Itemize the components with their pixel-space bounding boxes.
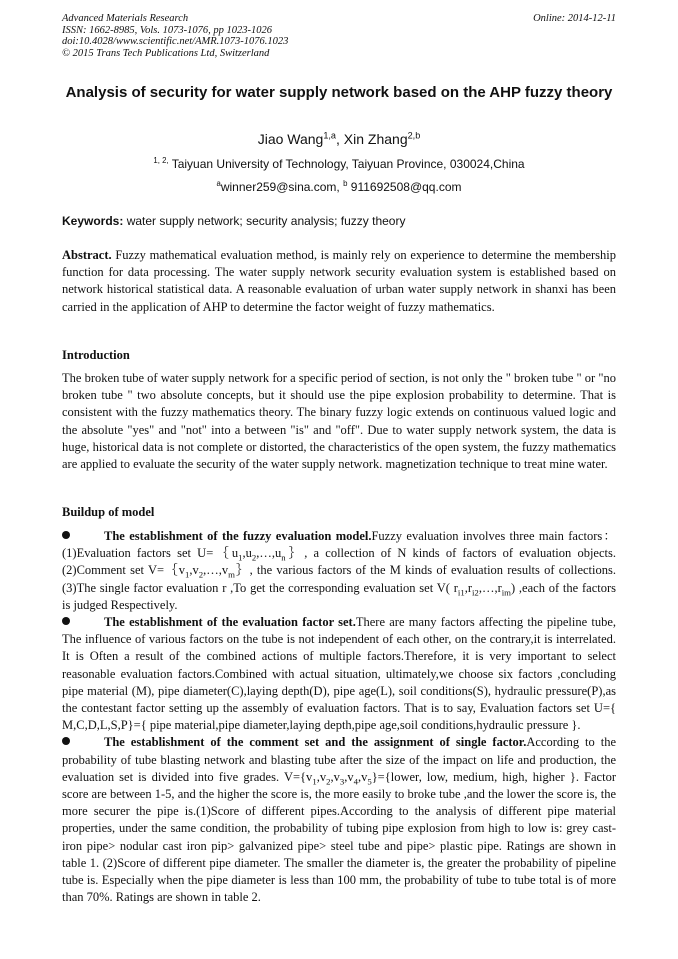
item-text: ) ,each of the factors is judged Respectively.	[62, 580, 616, 612]
author-separator: ,	[336, 131, 344, 147]
subscript: m	[228, 569, 235, 580]
copyright-line: © 2015 Trans Tech Publications Ltd, Switzerland	[62, 47, 270, 59]
introduction-text: The broken tube of water supply network for a specific period of section, is not only the " broken tube " or "no broken tube " two absolute concepts, but it should use the pipe explosion probability to determine. That is consistent with the fuzzy mathematics theory. The binary fuzzy logic extends on continuous valued logic and the absolute "yes" and "not" into a between "is" and "off". Due to water supply network system, the data is huge, historical data is not complete or distorted, the characteristics of the open system, the fuzzy mathematics are applied to evaluate the security of the water supply network. magnetization technique to treat mine water.	[62, 371, 616, 472]
item-text: Fuzzy evaluation involves three main factors：(1)Evaluation factors set U=｛u	[62, 529, 616, 561]
item-text: ,…,v	[203, 563, 229, 578]
affiliation-marker: 1, 2,	[153, 156, 169, 165]
email-address[interactable]: 911692508@qq.com	[350, 180, 462, 194]
doi-line: doi:10.4028/www.scientific.net/AMR.1073-1076.1023	[62, 36, 289, 47]
item-text: ,v	[330, 769, 340, 784]
item-text: ,v	[344, 769, 354, 784]
author-line	[62, 131, 616, 147]
section-heading-introduction: Introduction	[62, 348, 130, 362]
item-text: There are many factors affecting the pipeline tube, The influence of various factors on the tube is not independent of each other, on the contrary,it is interrelated. It is Often a result of the combined actions of multiple factors.Therefore, it is very important to select reasonable evaluation factors.Combined with actual situation, ultimately,we choose six factors ,concluding pipe material (M), pipe diameter(C),laying depth(D), pipe age(L), soil conditions(S), hydraulic pressure(P),as the contestant factor setting up the assembly of evaluation factors. That is to say, Evaluation factors set U={ M,C,D,L,S,P}={ pipe material,pipe diameter,laying depth,pipe age,soil conditions,hydraulic pressure }.	[62, 615, 617, 733]
item-text: }={lower, low, medium, high, higher }. Factor score are between 1-5, and the higher the score is, the more easily to broke tube ,and the lower the score is, the more securer the pipe is.(1)Score of different pipes.According to the analysis of different pipe material properties, under the same condition, the probability of tubing pipe explosion from high to low is: grey cast-iron pipe> nodular cast iron pip> galvanized pipe> steel tube and pipe> plastic pipe. Ratings are shown in table 1. (2)Score of different pipe diameter. The smaller the diameter is, the greater the probability of pipeline tube is. Especially when the pipe diameter is less than 100 mm, the probability of tube to tube total is of more than 70%. Ratings are shown in table 2.	[62, 769, 616, 905]
email-marker: b	[343, 179, 348, 188]
journal-name: Advanced Materials Research	[62, 13, 189, 24]
item-title: The establishment of the evaluation factor set.	[104, 615, 356, 630]
abstract	[62, 247, 616, 316]
keywords-text: water supply network; security analysis; fuzzy theory	[126, 214, 406, 228]
author-affil-marker: 1,a	[323, 130, 336, 141]
item-text: ,v	[316, 769, 327, 784]
email-address[interactable]: winner259@sina.com,	[220, 180, 340, 194]
subscript: 1	[312, 776, 317, 787]
issn-line: ISSN: 1662-8985, Vols. 1073-1076, pp 1023-1026	[62, 24, 272, 36]
affiliation	[62, 157, 616, 171]
list-item	[62, 614, 616, 734]
subscript: i2	[472, 587, 479, 598]
email-line	[62, 180, 616, 194]
section-heading-buildup: Buildup of model	[62, 505, 155, 519]
author-name: Xin Zhang	[343, 131, 408, 147]
item-text: According to the probability of tube blasting network and blasting tube after the size of the impact on life and production, the evaluation set is divided into five grades. V={v	[62, 735, 616, 784]
author-affil-marker: 2,b	[407, 130, 421, 141]
subscript: 3	[339, 776, 345, 787]
item-text: ｝, the various factors of the M kinds of evaluation results of collections.(3)The single factor evaluation r ,To get the corresponding evaluation set V( r	[62, 563, 616, 595]
author-name: Jiao Wang	[257, 131, 324, 147]
subscript: im	[501, 587, 511, 598]
subscript: 4	[353, 776, 358, 787]
subscript: 2	[326, 776, 331, 787]
keywords-label: Keywords:	[62, 214, 124, 228]
item-text: ,u	[242, 546, 252, 561]
item-text: ｝, a collection of N kinds of factors of evaluation objects.(2)Comment set V=｛v	[62, 546, 616, 578]
subscript: 1	[238, 552, 243, 563]
subscript: n	[281, 552, 286, 563]
list-item	[62, 528, 616, 614]
subscript: i1	[457, 587, 465, 598]
buildup-section	[62, 528, 616, 906]
bullet-icon	[62, 734, 104, 751]
abstract-text: Fuzzy mathematical evaluation method, is mainly rely on experience to determine the membership function for data processing. The water supply network security evaluation system is established based on network historical statistical data. A reasonable evaluation of urban water supply network in shanxi has been carried in the application of AHP to determine the factor weight of fuzzy mathematics.	[62, 248, 616, 314]
email-marker: a	[216, 179, 221, 188]
bullet-icon	[62, 614, 104, 631]
item-text: ,…,r	[478, 580, 502, 595]
subscript: 5	[367, 776, 372, 787]
subscript: 2	[198, 569, 204, 580]
subscript: 2	[251, 552, 257, 563]
item-text: ,v	[189, 563, 199, 578]
item-title: The establishment of the comment set and the assignment of single factor.	[104, 735, 527, 750]
subscript: 1	[184, 569, 190, 580]
online-date: Online: 2014-12-11	[533, 13, 616, 24]
bullet-icon	[62, 528, 104, 545]
item-text: ,…,u	[256, 546, 282, 561]
item-text: ,r	[464, 580, 472, 595]
list-item	[62, 734, 616, 906]
paper-title: Analysis of security for water supply network based on the AHP fuzzy theory	[65, 84, 613, 101]
item-text: ,v	[357, 769, 368, 784]
item-title: The establishment of the fuzzy evaluation model.	[104, 529, 372, 543]
affiliation-text: Taiyuan University of Technology, Taiyuan Province, 030024,China	[171, 157, 525, 171]
journal-header	[62, 13, 616, 59]
keywords	[62, 214, 616, 228]
abstract-label: Abstract.	[62, 248, 112, 262]
